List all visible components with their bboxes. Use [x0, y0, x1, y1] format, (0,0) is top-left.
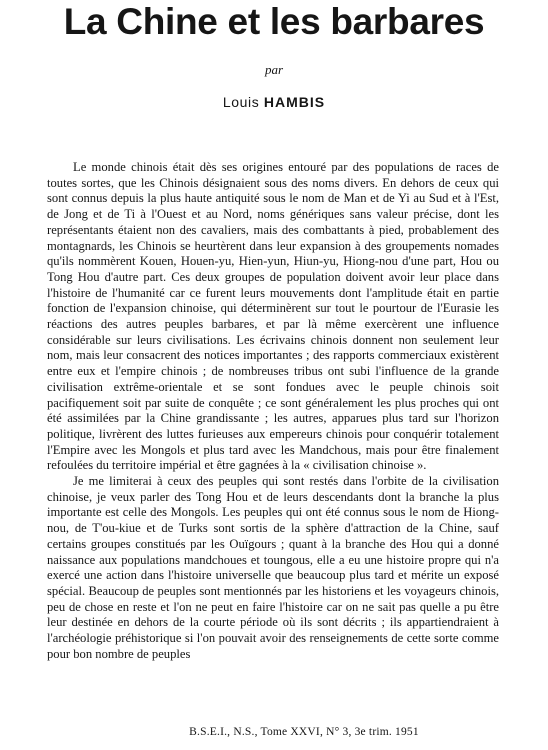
- paragraph-1: Le monde chinois était dès ses origines entouré par des populations de races de toutes sortes, que les Chinois désignaient sous des noms divers. En dehors de ceux qui sont connus depuis la plus haute antiquité sous le nom de Man et de Yi au Sud et à l'Est, de Jong et de Ti à l'Ouest et au Nord, noms génériques sans valeur précise, dont les représentants étaient non des cavaliers, mais des combattants à pied, probablement des montagnards, les Chinois se heurtèrent dans leur expansion à des groupements nomades qu'ils nommèrent Kouen, Houen-yu, Hien-yun, Hiun-yu, Hiong-nou d'une part, Hou ou Tong Hou d'autre part. Ces deux groupes de population doivent avoir leur place dans l'histoire de l'humanité car ce furent leurs mouvements dont l'amplitude était en partie fonction de l'expansion chinoise, qui déterminèrent sur tout le pourtour de l'Eurasie les réactions des autres peuples barbares, et par là même exercèrent une influence considérable sur leurs civilisations. Les écrivains chinois donnent non seulement leur nom, mais leur consacrent des notices importantes ; des rapports commerciaux existèrent entre eux et l'empire chinois ; de nombreuses tribus ont subi l'influence de la grande civilisation extrême-orientale et se sont fondues avec le peuple chinois soit pacifiquement soit par suite de conquête ; ce sont généralement les plus proches qui ont été assimilées par la Chine grandissante ; les autres, apparues plus tard sur l'horizon politique, livrèrent des luttes furieuses aux empereurs chinois pour conquérir totalement l'Empire avec les Mongols et plus tard avec les Mandchous, mais pour être finalement refoulées du territoire impérial et être gagnées à la « civilisation chinoise ».: [47, 160, 499, 473]
- article-title: La Chine et les barbares: [63, 1, 485, 42]
- author-last-name: HAMBIS: [263, 94, 326, 110]
- author-first-name: Louis: [222, 94, 260, 110]
- byline-par: par: [264, 62, 284, 77]
- paragraph-2: Je me limiterai à ceux des peuples qui sont restés dans l'orbite de la civilisation chinoise, je veux parler des Tong Hou et de leurs descendants dont la branche la plus importante est celle des Mongols. Les peuples qui ont été connus sous le nom de Hiong-nou, de T'ou-kiue et de Turks sont sortis de la sphère d'attraction de la Chine, sauf certains groupes constitués par les Ouïgours ; quant à la branche des Hou qui a donné naissance aux populations mandchoues et toungous, elle a eu une histoire propre qui n'a exercé une action dans l'histoire universelle que beaucoup plus tard et mérite un exposé spécial. Beaucoup de peuples sont mentionnés par les historiens et les voyageurs chinois, peu de chose en reste et l'on ne peut en faire l'histoire car on ne sait pas quelle a pu être leur destinée en dehors de la courte période où ils sont décrits ; ils appartiendraient à l'archéologie préhistorique si l'on pouvait avoir des renseignements de cette sorte comme pour bon nombre de peuples: [47, 474, 499, 661]
- article-body: [47, 160, 499, 663]
- journal-citation: B.S.E.I., N.S., Tome XXVI, N° 3, 3e trim. 1951: [189, 726, 419, 738]
- author-name: [0, 94, 548, 110]
